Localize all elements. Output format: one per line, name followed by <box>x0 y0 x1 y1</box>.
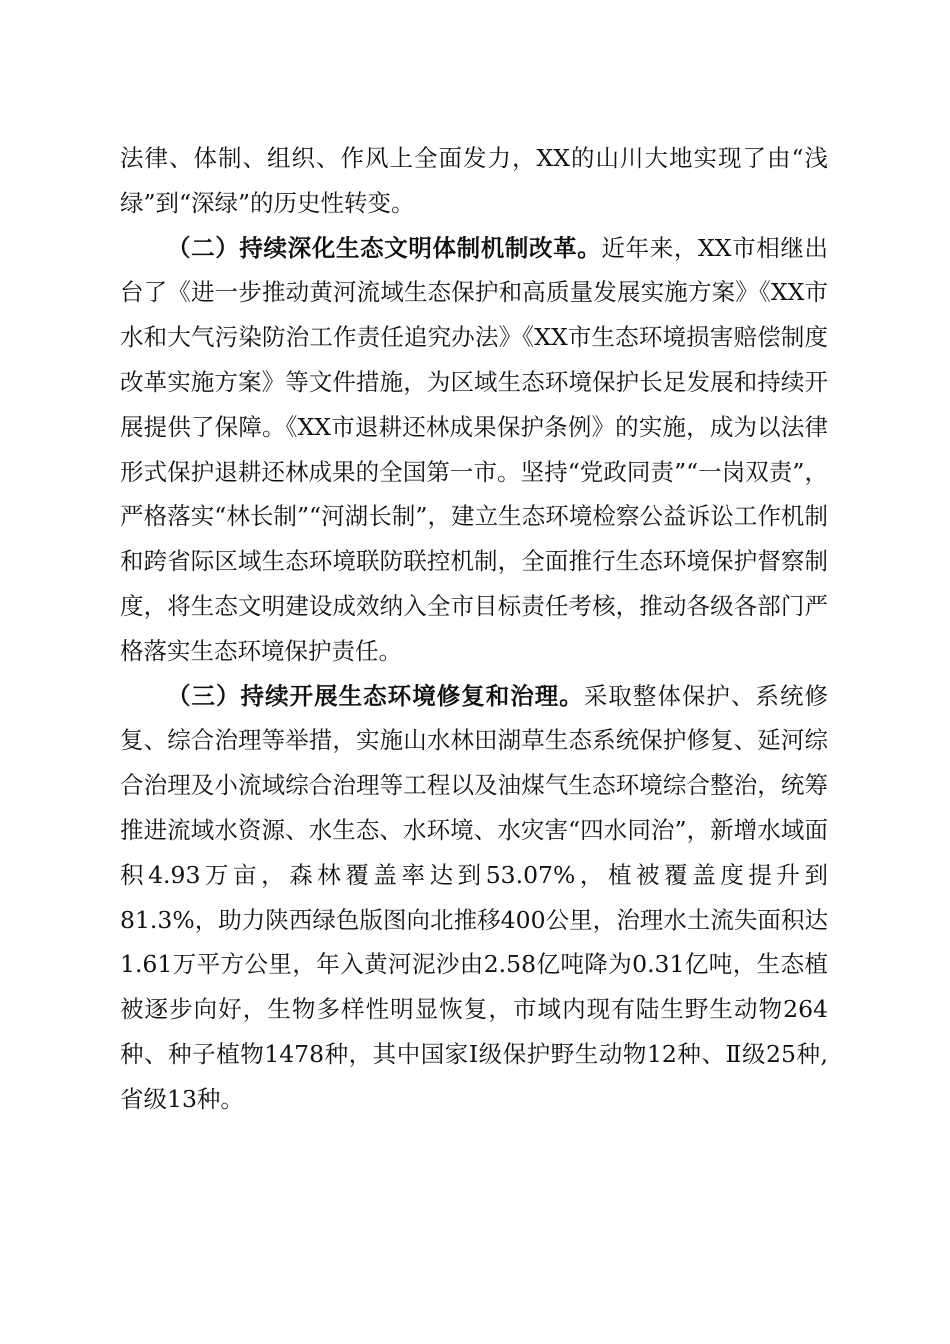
paragraph-body: 近年来，XX市相继出台了《进一步推动黄河流域生态保护和高质量发展实施方案》《XX市水和大气污染防治工作责任追究办法》《XX市生态环境损害赔偿制度改革实施方案》等文件措施，为区域生态环境保护长足发展和持续开展提供了保障。《XX市退耕还林成果保护条例》的实施，成为以法律形式保护退耕还林成果的全国第一市。坚持“党政同责”“一岗双责”，严格落实“林长制”“河湖长制”，建立生态环境检察公益诉讼工作机制和跨省际区域生态环境联防联控机制，全面推行生态环境保护督察制度，将生态文明建设成效纳入全市目标责任考核，推动各级各部门严格落实生态环境保护责任。 <box>120 233 828 665</box>
section-heading: （二）持续深化生态文明体制机制改革。 <box>167 233 602 262</box>
paragraph-section-2 <box>120 226 828 674</box>
section-heading: （三）持续开展生态环境修复和治理。 <box>167 681 584 710</box>
paragraph-section-3 <box>120 674 828 1122</box>
paragraph-body: 法律、体制、组织、作风上全面发力，XX的山川大地实现了由“浅绿”到“深绿”的历史性转变。 <box>120 144 828 217</box>
document-page <box>120 136 828 1122</box>
paragraph-continuation <box>120 136 828 226</box>
paragraph-body: 采取整体保护、系统修复、综合治理等举措，实施山水林田湖草生态系统保护修复、延河综合治理及小流域综合治理等工程以及油煤气生态环境综合整治，统筹推进流域水资源、水生态、水环境、水灾害“四水同治”，新增水域面积4.93万亩，森林覆盖率达到53.07%，植被覆盖度提升到81.3%，助力陕西绿色版图向北推移400公里，治理水土流失面积达1.61万平方公里，年入黄河泥沙由2.58亿吨降为0.31亿吨，生态植被逐步向好，生物多样性明显恢复，市域内现有陆生野生动物264种、种子植物1478种，其中国家Ⅰ级保护野生动物12种、Ⅱ级25种,省级13种。 <box>120 681 829 1113</box>
